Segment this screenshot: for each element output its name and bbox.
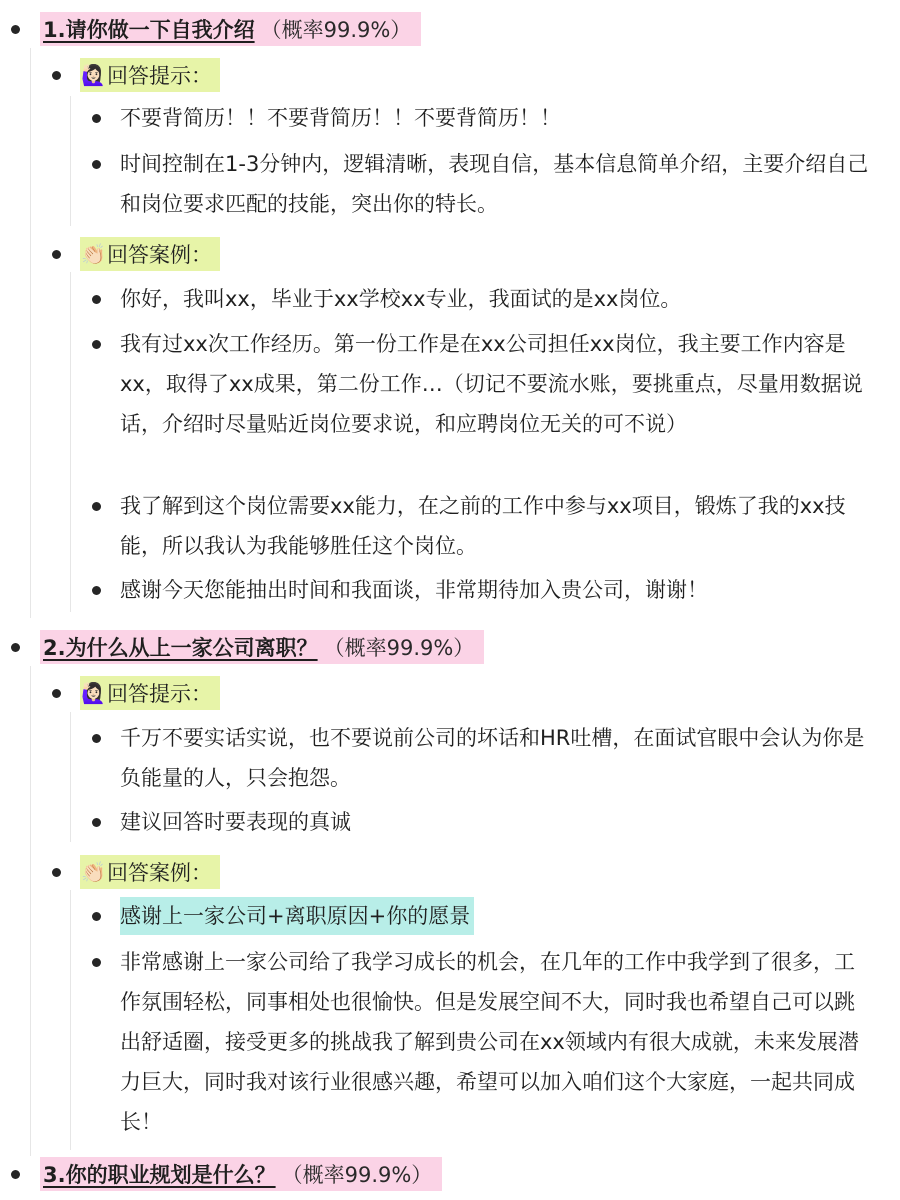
answer-example-label: 回答案例：	[107, 861, 212, 885]
bullet	[11, 25, 20, 34]
list-item: 千万不要实话实说，也不要说前公司的坏话和HR吐槽，在面试官眼中会认为你是负能量的人，只会抱怨。	[120, 726, 865, 790]
indent-guide	[30, 48, 31, 618]
highlighted-list-item: 感谢上一家公司+离职原因+你的愿景	[120, 897, 474, 935]
list-item: 时间控制在1-3分钟内，逻辑清晰，表现自信，基本信息简单介绍，主要介绍自己和岗位要求匹配的技能，突出你的特长。	[120, 152, 869, 216]
bullet	[92, 114, 101, 123]
bullet	[11, 643, 20, 652]
raising-hand-icon: 🙋🏻‍♀️	[81, 681, 106, 705]
indent-guide	[70, 712, 71, 842]
bullet	[52, 250, 61, 259]
list-item: 我有过xx次工作经历。第一份工作是在xx公司担任xx岗位，我主要工作内容是xx，取得了xx成果，第二份工作…（切记不要流水账，要挑重点，尽量用数据说话，介绍时尽量贴近岗位要求说，和应聘岗位无关的可不说）	[120, 332, 863, 436]
bullet	[11, 1170, 20, 1179]
indent-guide	[70, 890, 71, 1150]
indent-guide	[30, 666, 31, 1156]
answer-hint-heading	[80, 676, 220, 710]
question-title: 1.请你做一下自我介绍	[43, 18, 255, 42]
bullet	[52, 71, 61, 80]
answer-hint-label: 回答提示：	[107, 64, 212, 88]
raising-hand-icon: 🙋🏻‍♀️	[81, 63, 106, 87]
bullet	[52, 868, 61, 877]
bullet	[92, 160, 101, 169]
list-item: 非常感谢上一家公司给了我学习成长的机会，在几年的工作中我学到了很多，工作氛围轻松，同事相处也很愉快。但是发展空间不大，同时我也希望自己可以跳出舒适圈，接受更多的挑战我了解到贵公司在xx领域内有很大成就，未来发展潜力巨大，同时我对该行业很感兴趣，希望可以加入咱们这个大家庭，一起共同成长！	[120, 950, 859, 1134]
question-probability: （概率99.9%）	[260, 18, 412, 42]
question-title: 2.为什么从上一家公司离职？	[43, 636, 318, 660]
bullet	[92, 818, 101, 827]
answer-example-label: 回答案例：	[107, 243, 212, 267]
question-3-heading	[40, 1157, 442, 1191]
list-item: 感谢今天您能抽出时间和我面谈，非常期待加入贵公司，谢谢！	[120, 578, 708, 602]
bullet	[92, 734, 101, 743]
question-title: 3.你的职业规划是什么？	[43, 1163, 276, 1187]
list-item: 你好，我叫xx，毕业于xx学校xx专业，我面试的是xx岗位。	[120, 287, 682, 311]
list-item: 建议回答时要表现的真诚	[120, 810, 351, 834]
clapping-hands-icon: 👏🏻	[81, 242, 106, 266]
indent-guide	[70, 96, 71, 226]
bullet	[92, 340, 101, 349]
bullet	[92, 295, 101, 304]
question-2-heading	[40, 630, 484, 664]
bullet	[92, 958, 101, 967]
indent-guide	[70, 272, 71, 612]
list-item: 不要背简历！！不要背简历！！不要背简历！！	[120, 106, 561, 130]
answer-example-heading	[80, 855, 220, 889]
question-probability: （概率99.9%）	[281, 1163, 433, 1187]
answer-hint-label: 回答提示：	[107, 682, 212, 706]
question-probability: （概率99.9%）	[323, 636, 475, 660]
bullet	[92, 586, 101, 595]
bullet	[52, 689, 61, 698]
bullet	[92, 912, 101, 921]
clapping-hands-icon: 👏🏻	[81, 860, 106, 884]
bullet	[92, 502, 101, 511]
answer-example-heading	[80, 237, 220, 271]
question-1-heading	[40, 12, 421, 46]
answer-hint-heading	[80, 58, 220, 92]
list-item: 我了解到这个岗位需要xx能力，在之前的工作中参与xx项目，锻炼了我的xx技能，所以我认为我能够胜任这个岗位。	[120, 494, 846, 558]
